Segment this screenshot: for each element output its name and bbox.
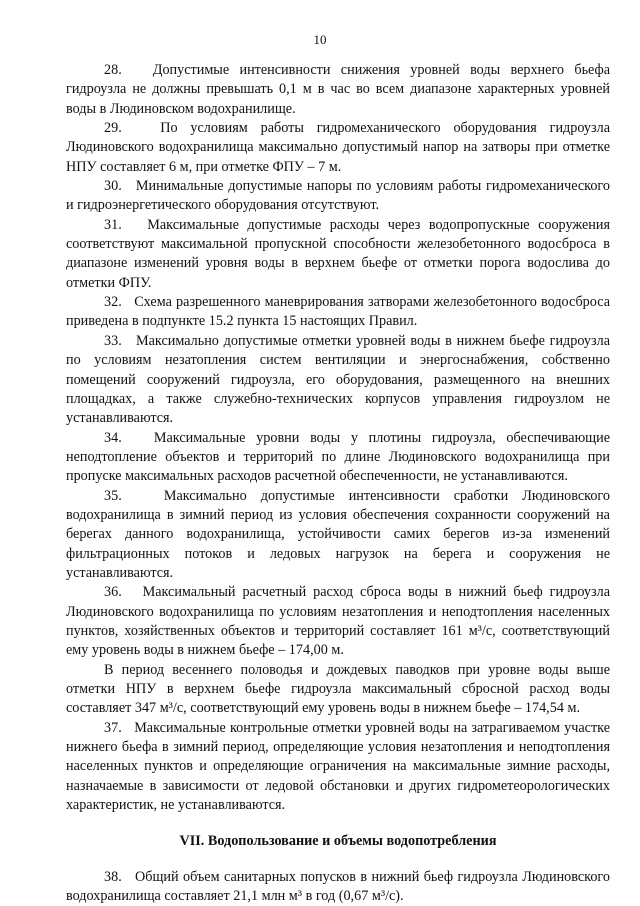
paragraph-33: 33. Максимально допустимые отметки уровней воды в нижнем бьефе гидроузла по условиям незатопления систем вентиляции и энергоснабжения, собственно помещений сооружений гидроузла, его оборудования, размещенного на внешних площадках, а также служебно-технических корпусов управления гидроузлом не устанавливаются.: [66, 332, 610, 427]
paragraph-38: 38. Общий объем санитарных попусков в нижний бьеф гидроузла Людиновского водохранилища составляет 21,1 млн м³ в год (0,67 м³/с).: [66, 868, 610, 905]
paragraph-36: 36. Максимальный расчетный расход сброса воды в нижний бьеф гидроузла Людиновского водохранилища по условиям незатопления и неподтопления населенных пунктов, хозяйственных объектов и территорий составляет 161 м³/с, соответствующий ему уровень воды в нижнем бьефе – 174,00 м.: [66, 584, 610, 659]
document-body: [66, 61, 610, 906]
paragraph-31: 31. Максимальные допустимые расходы через водопропускные сооружения соответствуют максимальной пропускной способности железобетонного водосброса в диапазоне изменений уровня воды в верхнем бьефе от отметки порога водослива до отметки ФПУ.: [66, 216, 610, 291]
paragraph-28: 28. Допустимые интенсивности снижения уровней воды верхнего бьефа гидроузла не должны превышать 0,1 м в час во всем диапазоне характерных уровней воды в Людиновском водохранилище.: [66, 62, 610, 117]
paragraph-30: 30. Минимальные допустимые напоры по условиям работы гидромеханического и гидроэнергетического оборудования отсутствуют.: [66, 178, 610, 214]
paragraph-35: 35. Максимально допустимые интенсивности сработки Людиновского водохранилища в зимний период из условия обеспечения сохранности сооружений на берегах данного водохранилища, устойчивости самих берегов из-за изменений фильтрационных потоков и ледовых нагрузок на берега и сооружения не устанавливаются.: [66, 487, 610, 581]
paragraph-36-continuation: В период весеннего половодья и дождевых паводков при уровне воды выше отметки НПУ в верхнем бьефе гидроузла максимальный сбросной расход воды составляет 347 м³/с, соответствующий ему уровень воды в нижнем бьефе – 174,54 м.: [66, 661, 610, 717]
paragraph-34: 34. Максимальные уровни воды у плотины гидроузла, обеспечивающие неподтопление объектов и территорий по длине Людиновского водохранилища при пропуске максимальных расходов расчетной обеспеченности, не устанавливаются.: [66, 429, 610, 485]
paragraph-29: 29. По условиям работы гидромеханического оборудования гидроузла Людиновского водохранилища максимально допустимый напор на затворы при отметке НПУ составляет 6 м, при отметке ФПУ – 7 м.: [66, 120, 610, 175]
paragraph-37: 37. Максимальные контрольные отметки уровней воды на затрагиваемом участке нижнего бьефа в зимний период, определяющие условия незатопления и неподтопления населенных пунктов и определяющие ограничения на максимальные зимние расходы, назначаемые в зависимости от ледовой обстановки и других гидрометеорологических характеристик, не устанавливаются.: [66, 719, 610, 814]
paragraph-32: 32. Схема разрешенного маневрирования затворами железобетонного водосброса приведена в подпункте 15.2 пункта 15 настоящих Правил.: [66, 294, 610, 330]
page-number: 10: [313, 32, 327, 47]
section-heading: VII. Водопользование и объемы водопотребления: [179, 833, 497, 850]
